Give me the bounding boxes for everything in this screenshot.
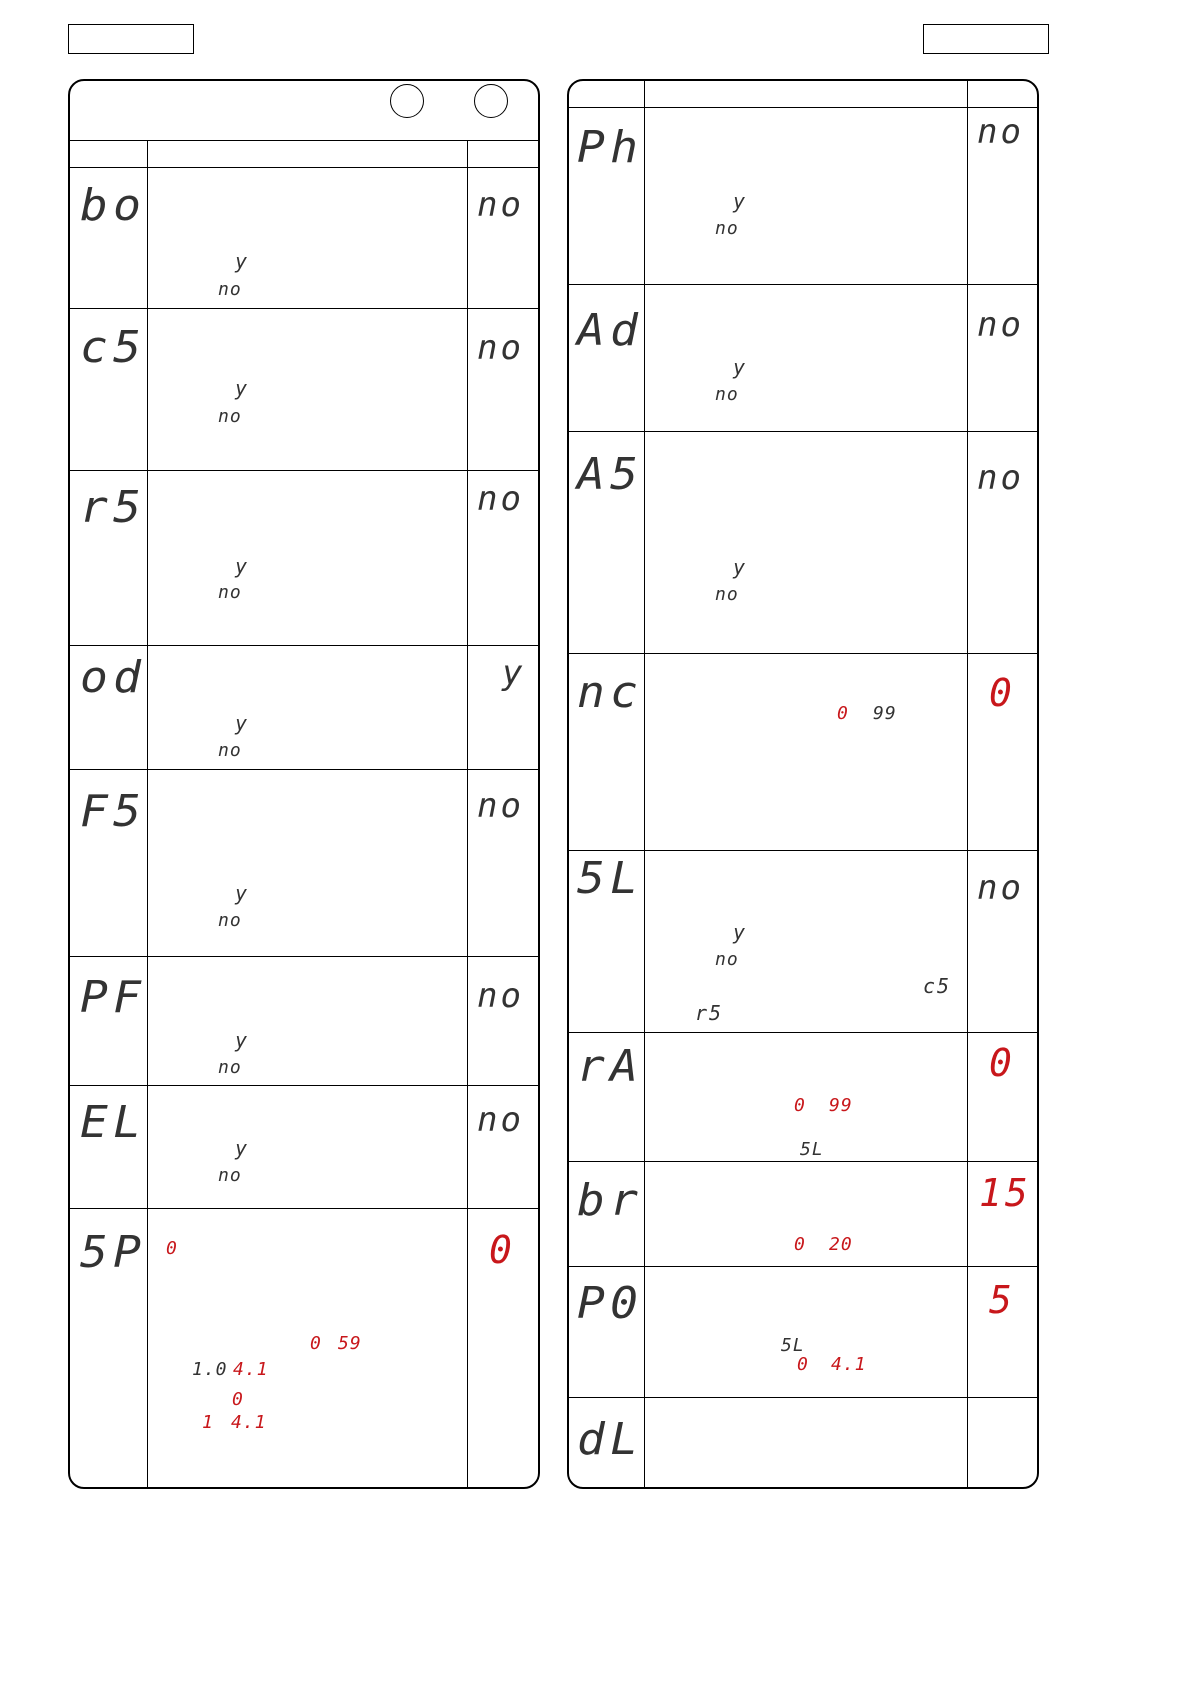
value-indicator: 0	[166, 1238, 178, 1259]
param-code: Ad	[577, 305, 644, 356]
option-no: no	[715, 949, 739, 970]
param-code: Ph	[577, 122, 644, 173]
option-yes: y	[235, 554, 250, 578]
option-yes: y	[235, 1028, 250, 1052]
default-value: 0	[489, 1228, 515, 1272]
option-no: no	[715, 584, 739, 605]
default-value: no	[977, 112, 1024, 152]
default-value: no	[477, 479, 524, 519]
default-value: no	[477, 185, 524, 225]
option-yes: y	[235, 376, 250, 400]
param-code: PF	[80, 972, 147, 1023]
range-max: 4.1	[831, 1354, 867, 1375]
value-indicator: 0	[232, 1389, 244, 1410]
header-tag-left	[68, 24, 194, 54]
param-code: od	[80, 652, 147, 703]
option-no: no	[218, 1057, 242, 1078]
range-max: 59	[338, 1333, 362, 1354]
option-no: no	[218, 279, 242, 300]
range-max: 20	[829, 1234, 853, 1255]
option-yes: y	[235, 249, 250, 273]
option-yes: y	[733, 920, 748, 944]
option-yes: y	[235, 1136, 250, 1160]
option-no: no	[715, 384, 739, 405]
param-code: bo	[80, 180, 147, 231]
default-value: no	[977, 458, 1024, 498]
range-min: 0	[310, 1333, 322, 1354]
option-yes: y	[733, 555, 748, 579]
param-code: br	[577, 1175, 644, 1226]
left-parameter-table	[68, 79, 540, 1489]
option-no: no	[715, 218, 739, 239]
header-tag-right	[923, 24, 1049, 54]
param-code: 5L	[577, 853, 644, 904]
param-code: F5	[80, 786, 147, 837]
range-min: 1	[202, 1412, 214, 1433]
option-yes: y	[733, 189, 748, 213]
right-parameter-table	[567, 79, 1039, 1489]
param-code: A5	[577, 449, 644, 500]
range-max: 4.1	[233, 1359, 269, 1380]
range-min: 0	[794, 1095, 806, 1116]
default-value: y	[502, 653, 526, 693]
default-value: 0	[989, 671, 1015, 715]
param-code: rA	[577, 1041, 644, 1092]
option-no: no	[218, 406, 242, 427]
param-code: dL	[577, 1414, 644, 1465]
range-max: 99	[873, 703, 897, 724]
range-max: 99	[829, 1095, 853, 1116]
default-value: no	[977, 305, 1024, 345]
param-code: c5	[80, 322, 147, 373]
option-no: no	[218, 582, 242, 603]
option-yes: y	[235, 881, 250, 905]
ref-code: r5	[695, 1001, 724, 1025]
option-no: no	[218, 1165, 242, 1186]
range-min: 0	[837, 703, 849, 724]
default-value: no	[477, 976, 524, 1016]
default-value: no	[477, 328, 524, 368]
option-yes: y	[235, 711, 250, 735]
header-circle-1	[390, 84, 424, 118]
default-value: no	[477, 1100, 524, 1140]
default-value: no	[977, 868, 1024, 908]
param-code: nc	[577, 667, 644, 718]
range-max: 4.1	[231, 1412, 267, 1433]
ref-code: 5L	[800, 1139, 824, 1160]
default-value: 5	[989, 1278, 1015, 1322]
param-code: EL	[80, 1097, 147, 1148]
ref-code: 5L	[781, 1335, 805, 1356]
range-min: 0	[797, 1354, 809, 1375]
param-code: r5	[80, 482, 147, 533]
range-min: 0	[794, 1234, 806, 1255]
param-code: P0	[577, 1278, 644, 1329]
range-min-black: 1.0	[192, 1359, 228, 1380]
default-value: 15	[979, 1171, 1031, 1215]
header-circle-2	[474, 84, 508, 118]
ref-code: c5	[923, 974, 952, 998]
option-no: no	[218, 740, 242, 761]
default-value: 0	[989, 1041, 1015, 1085]
default-value: no	[477, 786, 524, 826]
param-code: 5P	[80, 1227, 147, 1278]
option-no: no	[218, 910, 242, 931]
option-yes: y	[733, 355, 748, 379]
